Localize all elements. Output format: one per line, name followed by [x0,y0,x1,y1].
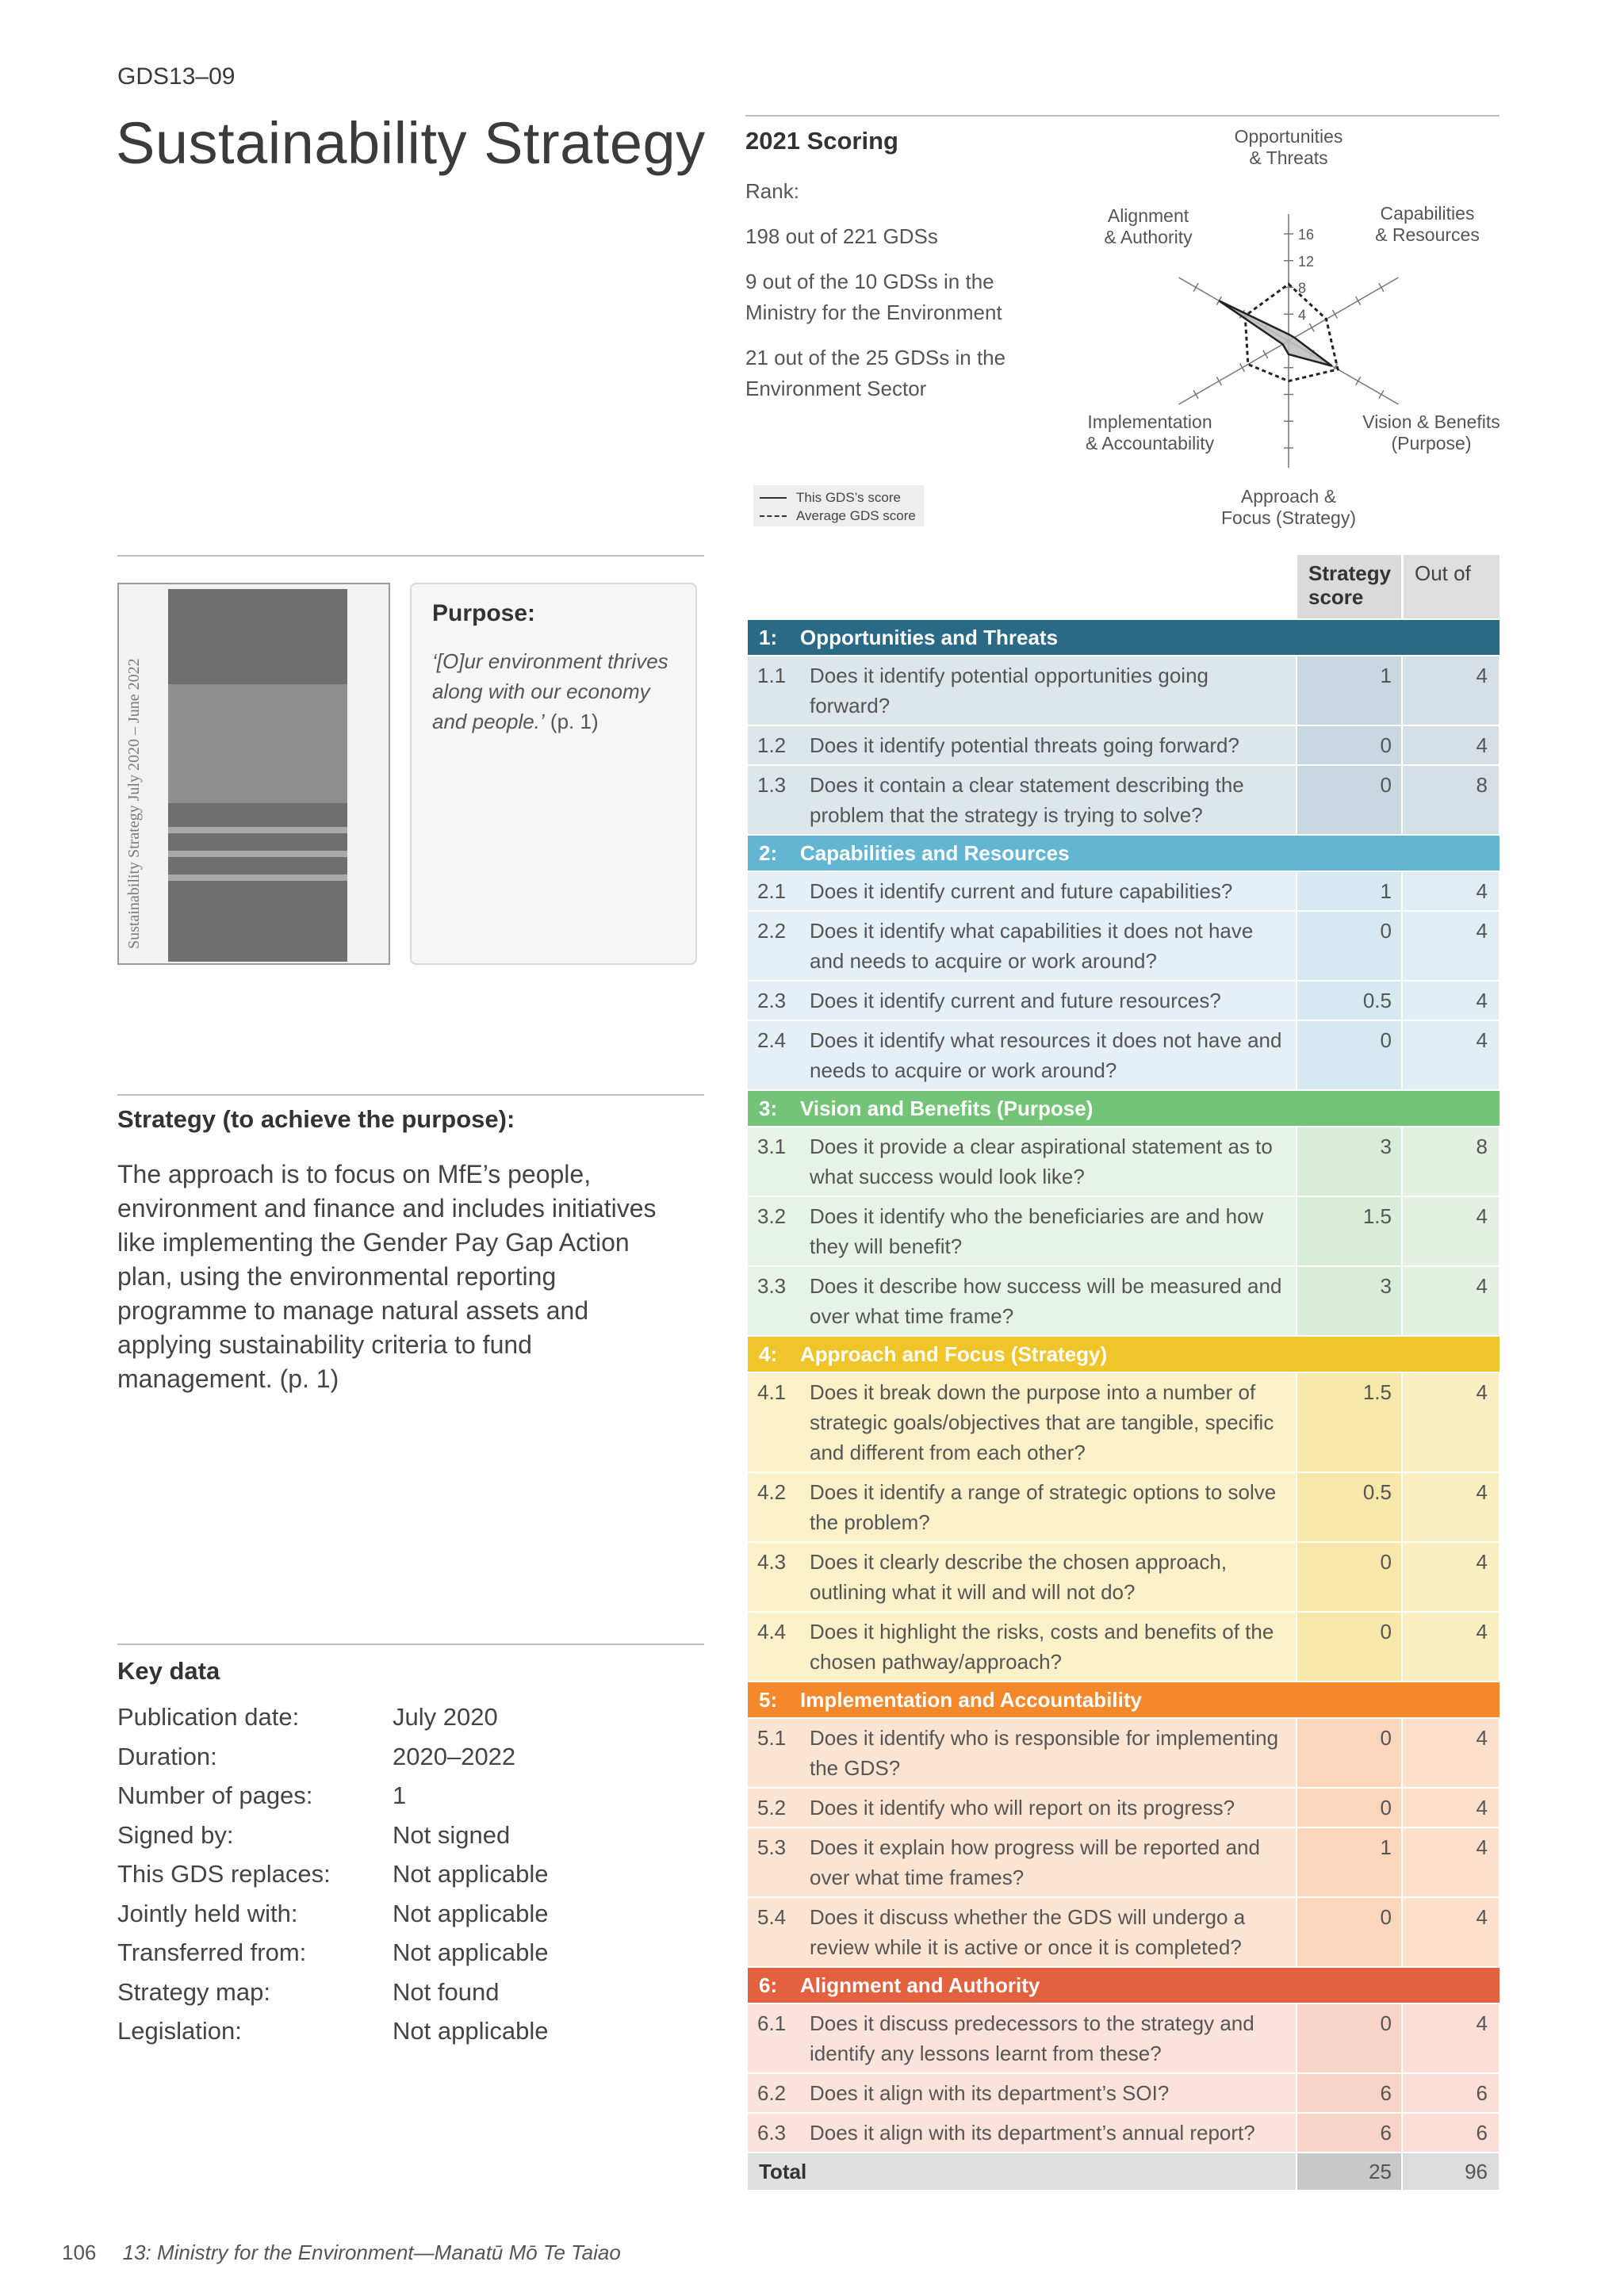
question-text: Does it break down the purpose into a number of strategic goals/objectives that are tangible, specific and different from each other? [810,1373,1296,1471]
table-row [748,2074,1500,2112]
divider [117,1644,704,1645]
question-text: Does it align with its department’s SOI? [810,2074,1296,2112]
radar-axis-tick [1216,377,1221,385]
table-row [748,1828,1500,1896]
radar-axis-label: Approach & [1240,486,1337,507]
col-out-of: Out of [1404,555,1500,618]
question-score: 1.5 [1297,1197,1401,1265]
question-score: 1 [1297,656,1401,725]
question-text: Does it describe how success will be measured and over what time frame? [810,1267,1296,1335]
footer-text: 13: Ministry for the Environment—Manatū Mō Te Taiao [122,2241,621,2264]
table-row [748,1789,1500,1827]
section-header [748,1682,1500,1717]
table-row [748,1543,1500,1611]
radar-axis-tick [1240,364,1245,372]
key-data-value: Not found [393,1977,500,2006]
question-score: 0 [1297,1898,1401,1966]
legend-average [760,508,916,524]
radar-axis-tick [1356,297,1361,304]
key-data-row [117,1938,672,1978]
question-outof: 4 [1403,872,1499,910]
section-number: 3: [759,1096,778,1120]
col-strategy-score-line1: Strategy [1308,561,1392,585]
radar-axis-label: & Authority [1104,227,1193,247]
question-score: 6 [1297,2114,1401,2152]
question-outof: 4 [1403,726,1499,764]
question-number: 1.3 [748,766,810,834]
section-title: Implementation and Accountability [800,1687,1142,1712]
thumbnail-spine-text: Sustainability Strategy July 2020 – June 2022 [125,658,143,949]
table-row [748,1021,1500,1089]
radar-axis-tick [1193,283,1198,291]
table-row [748,1197,1500,1265]
question-score: 0.5 [1297,982,1401,1020]
question-score: 0 [1297,766,1401,834]
table-row [748,912,1500,980]
radar-axis-label: Alignment [1107,205,1189,226]
table-body [748,620,1500,2152]
key-data-label: Duration: [117,1742,217,1770]
table-row [748,1127,1500,1196]
section-number: 5: [759,1687,778,1712]
divider [117,555,704,557]
question-score: 1 [1297,1828,1401,1896]
question-outof: 4 [1403,1898,1499,1966]
question-score: 0 [1297,1543,1401,1611]
question-score: 0 [1297,2004,1401,2072]
question-text: Does it identify who the beneficiaries are and how they will benefit? [810,1197,1296,1265]
table-row [748,872,1500,910]
question-outof: 4 [1403,1828,1499,1896]
question-number: 2.4 [748,1021,810,1089]
table-row [748,1613,1500,1681]
key-data-label: Signed by: [117,1820,234,1849]
question-outof: 4 [1403,2004,1499,2072]
page-title: Sustainability Strategy [116,110,706,176]
legend-average-label: Average GDS score [796,508,916,523]
key-data-row [117,1821,672,1861]
legend-solid-line [760,497,787,499]
total-outof: 96 [1403,2153,1499,2190]
question-text: Does it clearly describe the chosen approach, outlining what it will and will not do? [810,1543,1296,1611]
key-data-value: Not applicable [393,1860,549,1888]
table-total-row [748,2153,1500,2190]
key-data-row [117,1860,672,1900]
purpose-box [410,583,697,965]
question-number: 5.2 [748,1789,810,1827]
question-number: 2.1 [748,872,810,910]
radar-axis-label: Focus (Strategy) [1221,507,1356,528]
question-score: 0 [1297,1613,1401,1681]
key-data-value: July 2020 [393,1703,498,1731]
question-text: Does it identify potential threats going forward? [810,726,1296,764]
col-strategy-score [1297,555,1401,618]
question-outof: 4 [1403,1197,1499,1265]
radar-axis-label: & Accountability [1085,433,1215,453]
question-score: 3 [1297,1267,1401,1335]
key-data-label: Number of pages: [117,1781,313,1809]
question-number: 4.4 [748,1613,810,1681]
radar-axis-label: (Purpose) [1391,433,1472,453]
question-number: 6.2 [748,2074,810,2112]
radar-axis-label: & Threats [1249,147,1328,168]
section-header [748,1968,1500,2003]
divider [117,1094,704,1096]
key-data-value: Not applicable [393,2017,549,2045]
question-score: 0.5 [1297,1473,1401,1541]
question-text: Does it identify a range of strategic options to solve the problem? [810,1473,1296,1541]
radar-axis-tick [1309,323,1314,331]
question-outof: 4 [1403,982,1499,1020]
question-outof: 4 [1403,1021,1499,1089]
question-number: 3.1 [748,1127,810,1196]
question-number: 2.2 [748,912,810,980]
purpose-ref: (p. 1) [550,710,599,733]
key-data-value: Not applicable [393,1938,549,1966]
purpose-quote-block [432,646,686,737]
key-data-row [117,1900,672,1939]
key-data-label: Jointly held with: [117,1899,298,1927]
total-score: 25 [1297,2153,1401,2190]
purpose-heading: Purpose: [432,600,536,626]
key-data-row [117,1703,672,1743]
purpose-quote: ‘[O]ur environment thrives along with our economy and people.’ [432,649,668,733]
question-text: Does it identify who will report on its progress? [810,1789,1296,1827]
question-number: 4.1 [748,1373,810,1471]
question-score: 0 [1297,1789,1401,1827]
question-score: 0 [1297,726,1401,764]
question-outof: 8 [1403,1127,1499,1196]
question-text: Does it identify what resources it does not have and needs to acquire or work around? [810,1021,1296,1089]
radar-this-gds-series [1219,300,1331,365]
table-row [748,766,1500,834]
question-score: 1 [1297,872,1401,910]
radar-chart [1063,119,1507,539]
question-score: 0 [1297,1719,1401,1787]
question-text: Does it explain how progress will be reported and over what time frames? [810,1828,1296,1896]
rank-overall: 198 out of 221 GDSs [745,224,938,248]
section-header [748,620,1500,655]
question-number: 5.3 [748,1828,810,1896]
radar-tick-label: 4 [1298,307,1307,323]
page-number: 106 [62,2241,97,2264]
question-text: Does it highlight the risks, costs and benefits of the chosen pathway/approach? [810,1613,1296,1681]
key-data-row [117,1978,672,2018]
key-data-label: This GDS replaces: [117,1860,331,1888]
radar-average-series [1245,284,1338,381]
question-number: 4.2 [748,1473,810,1541]
radar-tick-label: 8 [1298,280,1307,297]
question-number: 5.4 [748,1898,810,1966]
question-number: 6.1 [748,2004,810,2072]
section-number: 1: [759,625,778,649]
section-header [748,836,1500,871]
table-row [748,2004,1500,2072]
table-row [748,982,1500,1020]
question-score: 3 [1297,1127,1401,1196]
key-data-label: Legislation: [117,2017,242,2045]
question-outof: 8 [1403,766,1499,834]
table-row [748,2114,1500,2152]
key-data-label: Transferred from: [117,1938,307,1966]
rank-label: Rank: [745,179,799,203]
table-row [748,1473,1500,1541]
question-text: Does it align with its department’s annual report? [810,2114,1296,2152]
question-score: 6 [1297,2074,1401,2112]
radar-axis-tick [1356,377,1361,385]
question-text: Does it provide a clear aspirational statement as to what success would look like? [810,1127,1296,1196]
radar-axis-tick [1193,390,1198,398]
key-data-label: Strategy map: [117,1977,270,2006]
question-number: 6.3 [748,2114,810,2152]
section-title: Opportunities and Threats [800,625,1059,649]
key-data-heading: Key data [117,1657,220,1685]
question-text: Does it identify current and future resources? [810,982,1296,1020]
question-outof: 4 [1403,1473,1499,1541]
question-text: Does it identify potential opportunities going forward? [810,656,1296,725]
key-data-label: Publication date: [117,1703,300,1731]
question-number: 2.3 [748,982,810,1020]
scoring-table [748,555,1500,2190]
table-row [748,726,1500,764]
table-row [748,1719,1500,1787]
total-label: Total [748,2153,1296,2190]
section-title: Alignment and Authority [800,1973,1040,1997]
document-code: GDS13–09 [117,63,236,90]
radar-axis-label: & Resources [1375,224,1480,245]
document-thumbnail [117,583,390,965]
rank-department: 9 out of the 10 GDSs in the Ministry for the Environment [745,270,1002,324]
legend-dashed-line [760,515,787,517]
question-number: 1.2 [748,726,810,764]
page-footer [62,2241,621,2265]
radar-axis-tick [1332,310,1337,318]
question-number: 3.2 [748,1197,810,1265]
section-header [748,1337,1500,1372]
table-row [748,656,1500,725]
strategy-body: The approach is to focus on MfE’s people, environment and finance and includes initiatives like implementing the Gender Pay Gap Action plan, using the environmental reporting programme to manage natural assets and applying sustainability criteria to fund management. (p. 1) [117,1160,657,1393]
question-text: Does it identify who is responsible for implementing the GDS? [810,1719,1296,1787]
table-row [748,1898,1500,1966]
question-number: 3.3 [748,1267,810,1335]
legend-this-label: This GDS’s score [796,490,901,505]
question-number: 5.1 [748,1719,810,1787]
question-score: 0 [1297,912,1401,980]
radar-axis-label: Capabilities [1380,203,1475,224]
section-title: Vision and Benefits (Purpose) [800,1096,1094,1120]
key-data-value: Not signed [393,1820,511,1849]
question-text: Does it contain a clear statement describing the problem that the strategy is trying to solve? [810,766,1296,834]
radar-axis-label: Vision & Benefits [1362,411,1500,432]
question-outof: 4 [1403,1719,1499,1787]
question-number: 4.3 [748,1543,810,1611]
key-data-value: 2020–2022 [393,1742,516,1770]
question-outof: 6 [1403,2074,1499,2112]
section-number: 2: [759,840,778,865]
key-data-value: 1 [393,1781,407,1809]
table-row [748,1373,1500,1471]
key-data-row [117,2017,672,2057]
question-outof: 4 [1403,1789,1499,1827]
radar-axis-tick [1379,283,1384,291]
divider [745,115,1500,117]
rank-sector: 21 out of the 25 GDSs in the Environment Sector [745,346,1006,400]
question-text: Does it identify current and future capabilities? [810,872,1296,910]
key-data-value: Not applicable [393,1899,549,1927]
radar-axis-label: Opportunities [1234,126,1343,147]
section-title: Approach and Focus (Strategy) [800,1341,1108,1366]
question-text: Does it identify what capabilities it does not have and needs to acquire or work around? [810,912,1296,980]
question-text: Does it discuss whether the GDS will undergo a review while it is active or once it is completed? [810,1898,1296,1966]
question-score: 1.5 [1297,1373,1401,1471]
question-outof: 6 [1403,2114,1499,2152]
section-title: Capabilities and Resources [800,840,1070,865]
radar-tick-label: 12 [1298,253,1315,270]
section-header [748,1091,1500,1126]
question-outof: 4 [1403,1613,1499,1681]
scoring-heading: 2021 Scoring [745,127,898,155]
question-outof: 4 [1403,656,1499,725]
question-outof: 4 [1403,1543,1499,1611]
section-number: 4: [759,1341,778,1366]
legend-this [760,490,901,506]
question-score: 0 [1297,1021,1401,1089]
key-data-list [117,1703,672,2057]
rank-block [745,176,1063,419]
radar-axis [1178,341,1289,404]
question-outof: 4 [1403,912,1499,980]
key-data-row [117,1743,672,1782]
radar-axis-tick [1379,390,1384,398]
table-header [748,555,1500,618]
radar-tick-label: 16 [1298,227,1315,243]
question-outof: 4 [1403,1373,1499,1471]
question-number: 1.1 [748,656,810,725]
question-outof: 4 [1403,1267,1499,1335]
radar-legend [753,485,924,526]
key-data-row [117,1781,672,1821]
radar-axis-label: Implementation [1087,411,1212,432]
col-strategy-score-line2: score [1308,585,1364,609]
section-number: 6: [759,1973,778,1997]
radar-axis-tick [1263,350,1268,358]
thumbnail-cover [168,589,347,962]
table-row [748,1267,1500,1335]
question-text: Does it discuss predecessors to the strategy and identify any lessons learnt from these? [810,2004,1296,2072]
strategy-heading: Strategy (to achieve the purpose): [117,1105,515,1133]
